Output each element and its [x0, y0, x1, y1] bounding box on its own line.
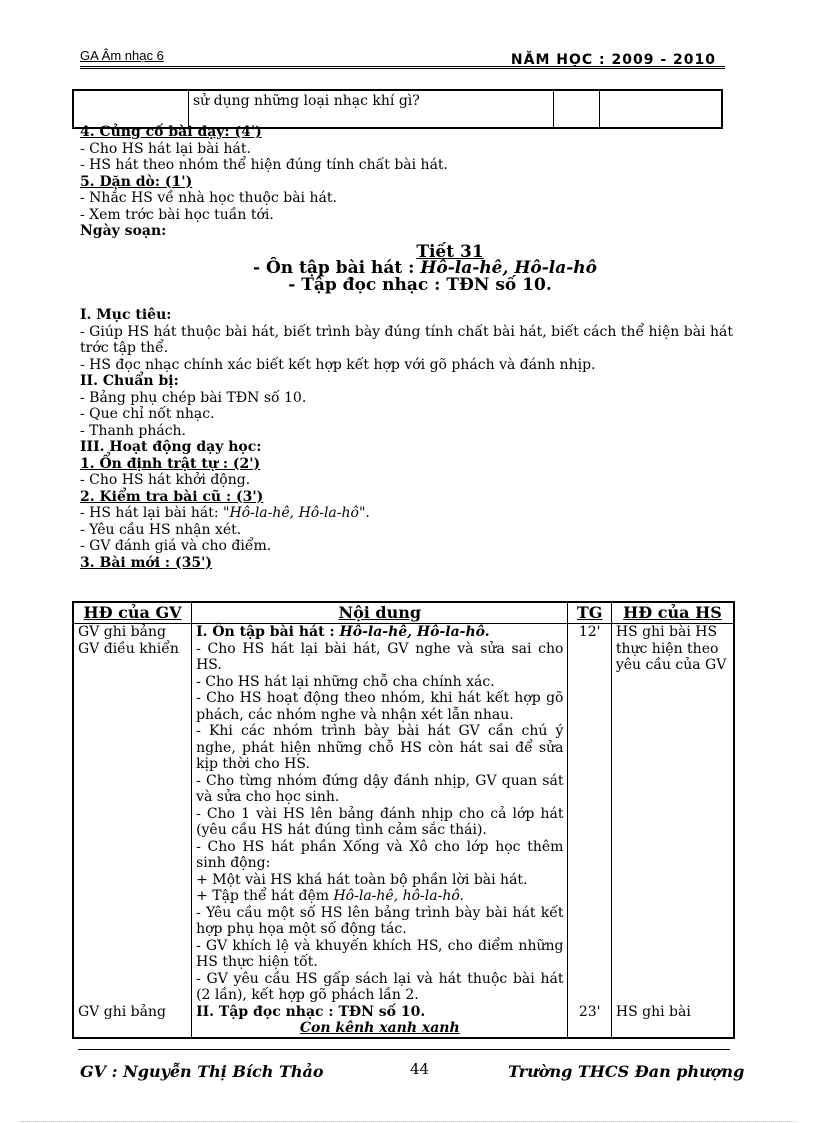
- row1-content: I. Ôn tập bài hát : Hô-la-hê, Hô-la-hô. - Cho HS hát lại bài hát, GV nghe và sửa sai cho HS. - Cho HS hát lại những chỗ cha chính xác. - Cho HS hoạt động theo nhóm, khi hát kết hợp gõ phách, các nhóm nghe và nhận xét lẫn nhau. - Khi các nhóm trình bày bài hát GV cần chú ý nghe, phát hiện những chỗ HS còn hát sai để sửa kịp thời cho HS. - Cho từng nhóm đứng dậy đánh nhịp, GV quan sát và sửa cho học sinh. - Cho 1 vài HS lên bảng đánh nhịp cho cả lớp hát (yêu cầu HS hát đúng tình cảm sắc thái). - Cho HS hát phần Xống và Xô cho lớp học thêm sinh động: + Một vài HS khá hát toàn bộ phần lời bài hát. + Tập thể hát đệm Hô-la-hê, hô-la-hô. - Yêu cầu một số HS lên bảng trình bày bài hát kết hợp phụ họa một số động tác. - GV khích lệ và khuyến khích HS, cho điểm những HS thực hiện tốt. - GV yêu cầu HS gấp sách lại và hát thuộc bài hát (2 lần), kết hợp gõ phách lần 2.: [192, 624, 568, 1004]
- section5-line: - Nhắc HS về nhà học thuộc bài hát.: [80, 190, 337, 206]
- muc-tieu-line: - Giúp HS hát thuộc bài hát, biết trình bày đúng tính chất bài hát, biết cách thể hiện bài hát trớc tập thể.: [80, 323, 733, 356]
- col-header-gv: HĐ của GV: [73, 602, 192, 624]
- row2-gv: GV ghi bảng: [73, 1004, 192, 1038]
- section4-line: - Cho HS hát lại bài hát.: [80, 140, 251, 157]
- col-header-content: Nội dung: [192, 602, 568, 624]
- bottom-dotted-rule: [20, 1121, 796, 1122]
- bai-moi-heading: 3. Bài mới : (35'): [80, 554, 212, 571]
- muc-tieu-line: - HS đọc nhạc chính xác biết kết hợp kết hợp với gõ phách và đánh nhịp.: [80, 356, 596, 373]
- row1-tg: 12': [568, 624, 611, 1004]
- activity-table: [72, 601, 735, 1039]
- kiem-tra-line: - Yêu cầu HS nhận xét.: [80, 521, 242, 538]
- row2-content: II. Tập đọc nhạc : TĐN số 10. Con kênh xanh xanh: [192, 1004, 568, 1038]
- kiem-tra-line: - HS hát lại bài hát: "Hô-la-hê, Hô-la-hô".: [80, 505, 370, 521]
- row1-hs: HS ghi bài HS thực hiện theo yêu cầu của GV: [611, 624, 734, 1004]
- continued-cell-content: sử dụng những loại nhạc khí gì?: [189, 90, 554, 128]
- hoat-dong-heading: III. Hoạt động dạy học:: [80, 439, 262, 455]
- header-divider: [80, 66, 725, 69]
- lesson-line2: - Tập đọc nhạc : TĐN số 10.: [288, 274, 552, 295]
- chuan-bi-line: - Que chỉ nốt nhạc.: [80, 406, 215, 422]
- on-dinh-heading: 1. Ổn định trật tự : (2'): [80, 455, 261, 472]
- ngay-soan: Ngày soạn:: [80, 223, 167, 239]
- row2-tg: 23': [568, 1004, 611, 1038]
- chuan-bi-line: - Thanh phách.: [80, 422, 186, 439]
- song-name: Hô-la-hê, Hô-la-hô: [420, 258, 598, 278]
- row1-gv: GV ghi bảng GV điều khiển: [73, 624, 192, 1004]
- table-row: [73, 624, 734, 1004]
- chuan-bi-line: - Bảng phụ chép bài TĐN số 10.: [80, 389, 307, 406]
- on-dinh-line: - Cho HS hát khởi động.: [80, 472, 251, 488]
- tiet-title: Tiết 31: [416, 241, 484, 262]
- continued-cell-hs: [600, 90, 723, 128]
- chuan-bi-heading: II. Chuẩn bị:: [80, 373, 179, 389]
- kiem-tra-line: - GV đánh giá và cho điểm.: [80, 538, 272, 554]
- continued-cell-gv: [73, 90, 189, 128]
- activity-table-header: [73, 602, 734, 624]
- section4-line: - HS hát theo nhóm thể hiện đúng tính chất bài hát.: [80, 157, 448, 173]
- lesson-line1: - Ôn tập bài hát : Hô-la-hê, Hô-la-hô: [252, 258, 598, 278]
- footer-teacher: GV : Nguyễn Thị Bích Thảo: [80, 1062, 324, 1081]
- header-left: GA Âm nhạc 6: [80, 48, 164, 63]
- header-right: NĂM HỌC : 2009 - 2010: [510, 52, 716, 68]
- section5-heading: 5. Dặn dò: (1'): [80, 173, 193, 190]
- continued-table: [72, 89, 723, 129]
- row2-hs: HS ghi bài: [611, 1004, 734, 1038]
- row1-title: I. Ôn tập bài hát : Hô-la-hê, Hô-la-hô.: [196, 624, 490, 640]
- continued-cell-tg: [554, 90, 600, 128]
- col-header-hs: HĐ của HS: [611, 602, 734, 624]
- section5-line: - Xem trớc bài học tuần tới.: [80, 206, 274, 223]
- table-row: [73, 1004, 734, 1038]
- kiem-tra-heading: 2. Kiểm tra bài cũ : (3'): [80, 488, 264, 505]
- song-subtitle: Con kênh xanh xanh: [299, 1020, 460, 1036]
- section4-heading: 4. Củng cố bài dạy: (4'): [80, 124, 262, 140]
- lesson-title-block: [80, 241, 750, 295]
- footer-school: Trường THCS Đan phượng: [508, 1062, 745, 1081]
- footer-divider: [78, 1049, 730, 1050]
- lesson-body: [80, 124, 750, 571]
- col-header-tg: TG: [568, 602, 611, 624]
- muc-tieu-heading: I. Mục tiêu:: [80, 307, 172, 323]
- page-number: 44: [410, 1060, 430, 1078]
